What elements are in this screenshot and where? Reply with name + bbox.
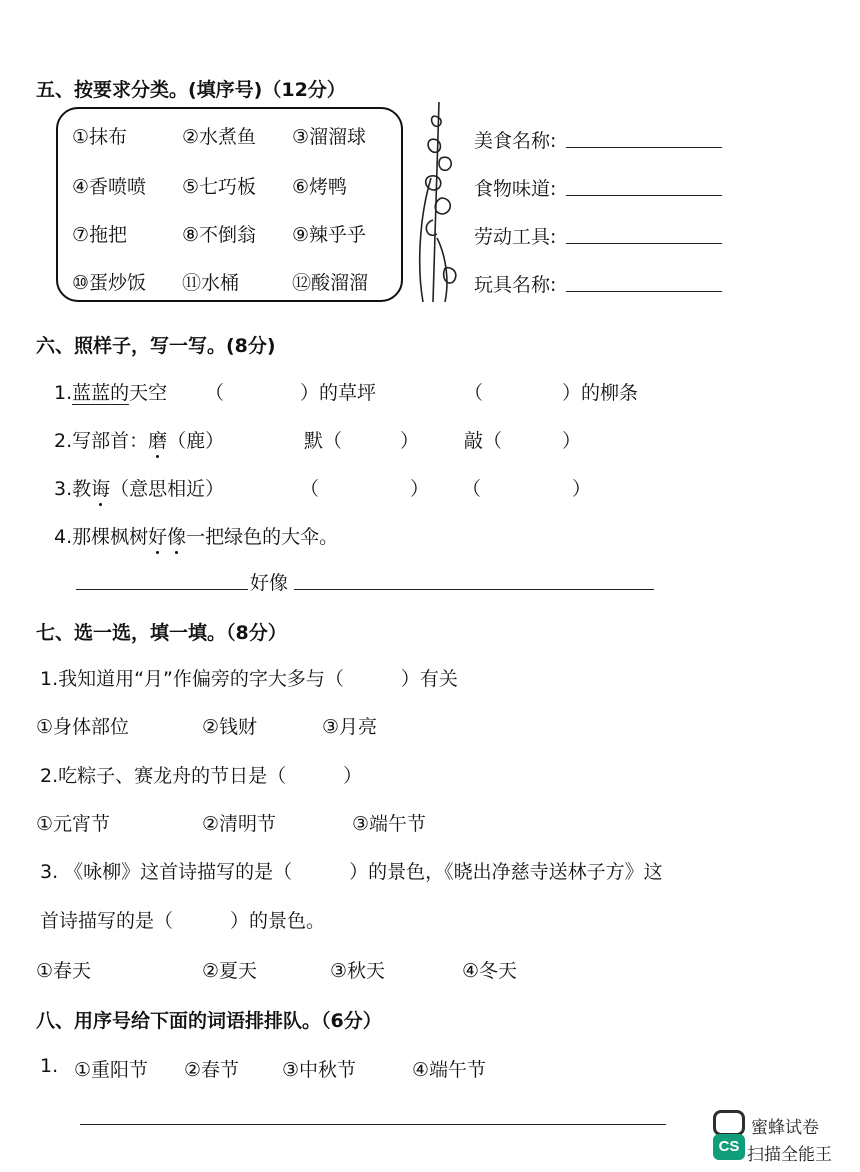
q7-3-opt-4: ④冬天 (462, 960, 518, 982)
answer-line[interactable] (566, 147, 722, 148)
q7-3-opt-1: ①春天 (36, 960, 92, 982)
q-number: 1. (54, 382, 73, 404)
blank-close: ） (410, 478, 430, 500)
q7-2: 2.吃粽子、赛龙舟的节日是（ ） (40, 765, 363, 787)
q7-1-opt-2: ②钱财 (202, 716, 258, 738)
q6-3 (54, 474, 224, 501)
example-underlined: 蓝蓝的 (72, 382, 130, 404)
item-1: ①抹布 (72, 126, 128, 148)
blank-open: （ (464, 382, 484, 404)
q7-2-opt-1: ①元宵节 (36, 813, 111, 835)
item-2: ②水煮鱼 (182, 126, 257, 148)
char-hui: 诲 (91, 478, 111, 500)
section8-title: 八、用序号给下面的词语排排队。（6分） (36, 1010, 382, 1032)
blank-close: ） (400, 430, 420, 452)
answer-line[interactable] (76, 589, 248, 590)
item-5: ⑤七巧板 (182, 176, 257, 198)
camscanner-logo-icon (713, 1110, 745, 1162)
char-hao: 好 (148, 526, 168, 548)
q8-1-opt-2: ②春节 (184, 1059, 240, 1081)
blank-open: （ (462, 478, 482, 500)
category-food-taste: 食物味道: (474, 178, 557, 200)
q6-1 (54, 378, 167, 405)
category-toys: 玩具名称: (474, 274, 557, 296)
blank-close: ） (572, 478, 592, 500)
item-12: ⑫酸溜溜 (292, 272, 369, 294)
char-mo: 磨 (148, 430, 168, 452)
q8-1-opt-4: ④端午节 (412, 1059, 487, 1081)
q7-2-opt-2: ②清明节 (202, 813, 277, 835)
category-food-name: 美食名称: (474, 130, 557, 152)
q6-2-label: 2.写部首： (54, 430, 149, 452)
section5-title: 五、按要求分类。(填序号)（12分） (36, 79, 346, 101)
q8-1-opt-3: ③中秋节 (282, 1059, 357, 1081)
item-7: ⑦拖把 (72, 224, 128, 246)
char-mo-radical: （鹿） (167, 430, 225, 452)
answer-line[interactable] (294, 589, 654, 590)
q7-3-opt-3: ③秋天 (330, 960, 386, 982)
q7-1-opt-1: ①身体部位 (36, 716, 130, 738)
q8-1-number: 1. (40, 1055, 59, 1077)
q6-3-pre: 3.教 (54, 478, 92, 500)
section6-title: 六、照样子，写一写。(8分) (36, 335, 276, 357)
q6-3-post: （意思相近） (110, 478, 225, 500)
cs-badge: CS (713, 1134, 745, 1160)
example-rest: 天空 (129, 382, 168, 404)
section7-title: 七、选一选，填一填。（8分） (36, 622, 287, 644)
q6-4-pre: 4.那棵枫树 (54, 526, 149, 548)
item-9: ⑨辣乎乎 (292, 224, 367, 246)
char-mo-blank: 默（ (304, 430, 343, 452)
blank-close-grass: ）的草坪 (300, 382, 377, 404)
item-3: ③溜溜球 (292, 126, 367, 148)
blank-close: ） (562, 430, 582, 452)
q8-1-opt-1: ①重阳节 (74, 1059, 149, 1081)
item-8: ⑧不倒翁 (182, 224, 257, 246)
char-qiao-blank: 敲（ (464, 430, 503, 452)
item-6: ⑥烤鸭 (292, 176, 348, 198)
haoxiang-label: 好像 (250, 572, 289, 594)
item-10: ⑩蛋炒饭 (72, 272, 147, 294)
q7-3-line1: 3. 《咏柳》这首诗描写的是（ ）的景色，《晓出净慈寺送林子方》这 (40, 861, 663, 883)
category-tools: 劳动工具: (474, 226, 557, 248)
q7-2-opt-3: ③端午节 (352, 813, 427, 835)
q6-4-post: 一把绿色的大伞。 (186, 526, 339, 548)
answer-line[interactable] (566, 195, 722, 196)
answer-line[interactable] (80, 1124, 666, 1125)
answer-line[interactable] (566, 243, 722, 244)
q7-1-opt-3: ③月亮 (322, 716, 378, 738)
q7-1: 1.我知道用“月”作偏旁的字大多与（ ）有关 (40, 668, 458, 690)
answer-line[interactable] (566, 291, 722, 292)
char-xiang: 像 (167, 526, 187, 548)
blank-open: （ (205, 382, 225, 404)
item-11: ⑪水桶 (182, 272, 240, 294)
q6-4 (54, 522, 338, 549)
q7-3-line2: 首诗描写的是（ ）的景色。 (40, 910, 326, 932)
item-4: ④香喷喷 (72, 176, 147, 198)
q7-3-opt-2: ②夏天 (202, 960, 258, 982)
blank-open: （ (300, 478, 320, 500)
blank-close-willow: ）的柳条 (562, 382, 639, 404)
watermark-line1: 蜜蜂试卷 (751, 1118, 819, 1138)
flower-illustration (415, 98, 465, 306)
watermark-line2: 扫描全能王 (747, 1145, 832, 1165)
q6-2 (54, 426, 224, 453)
